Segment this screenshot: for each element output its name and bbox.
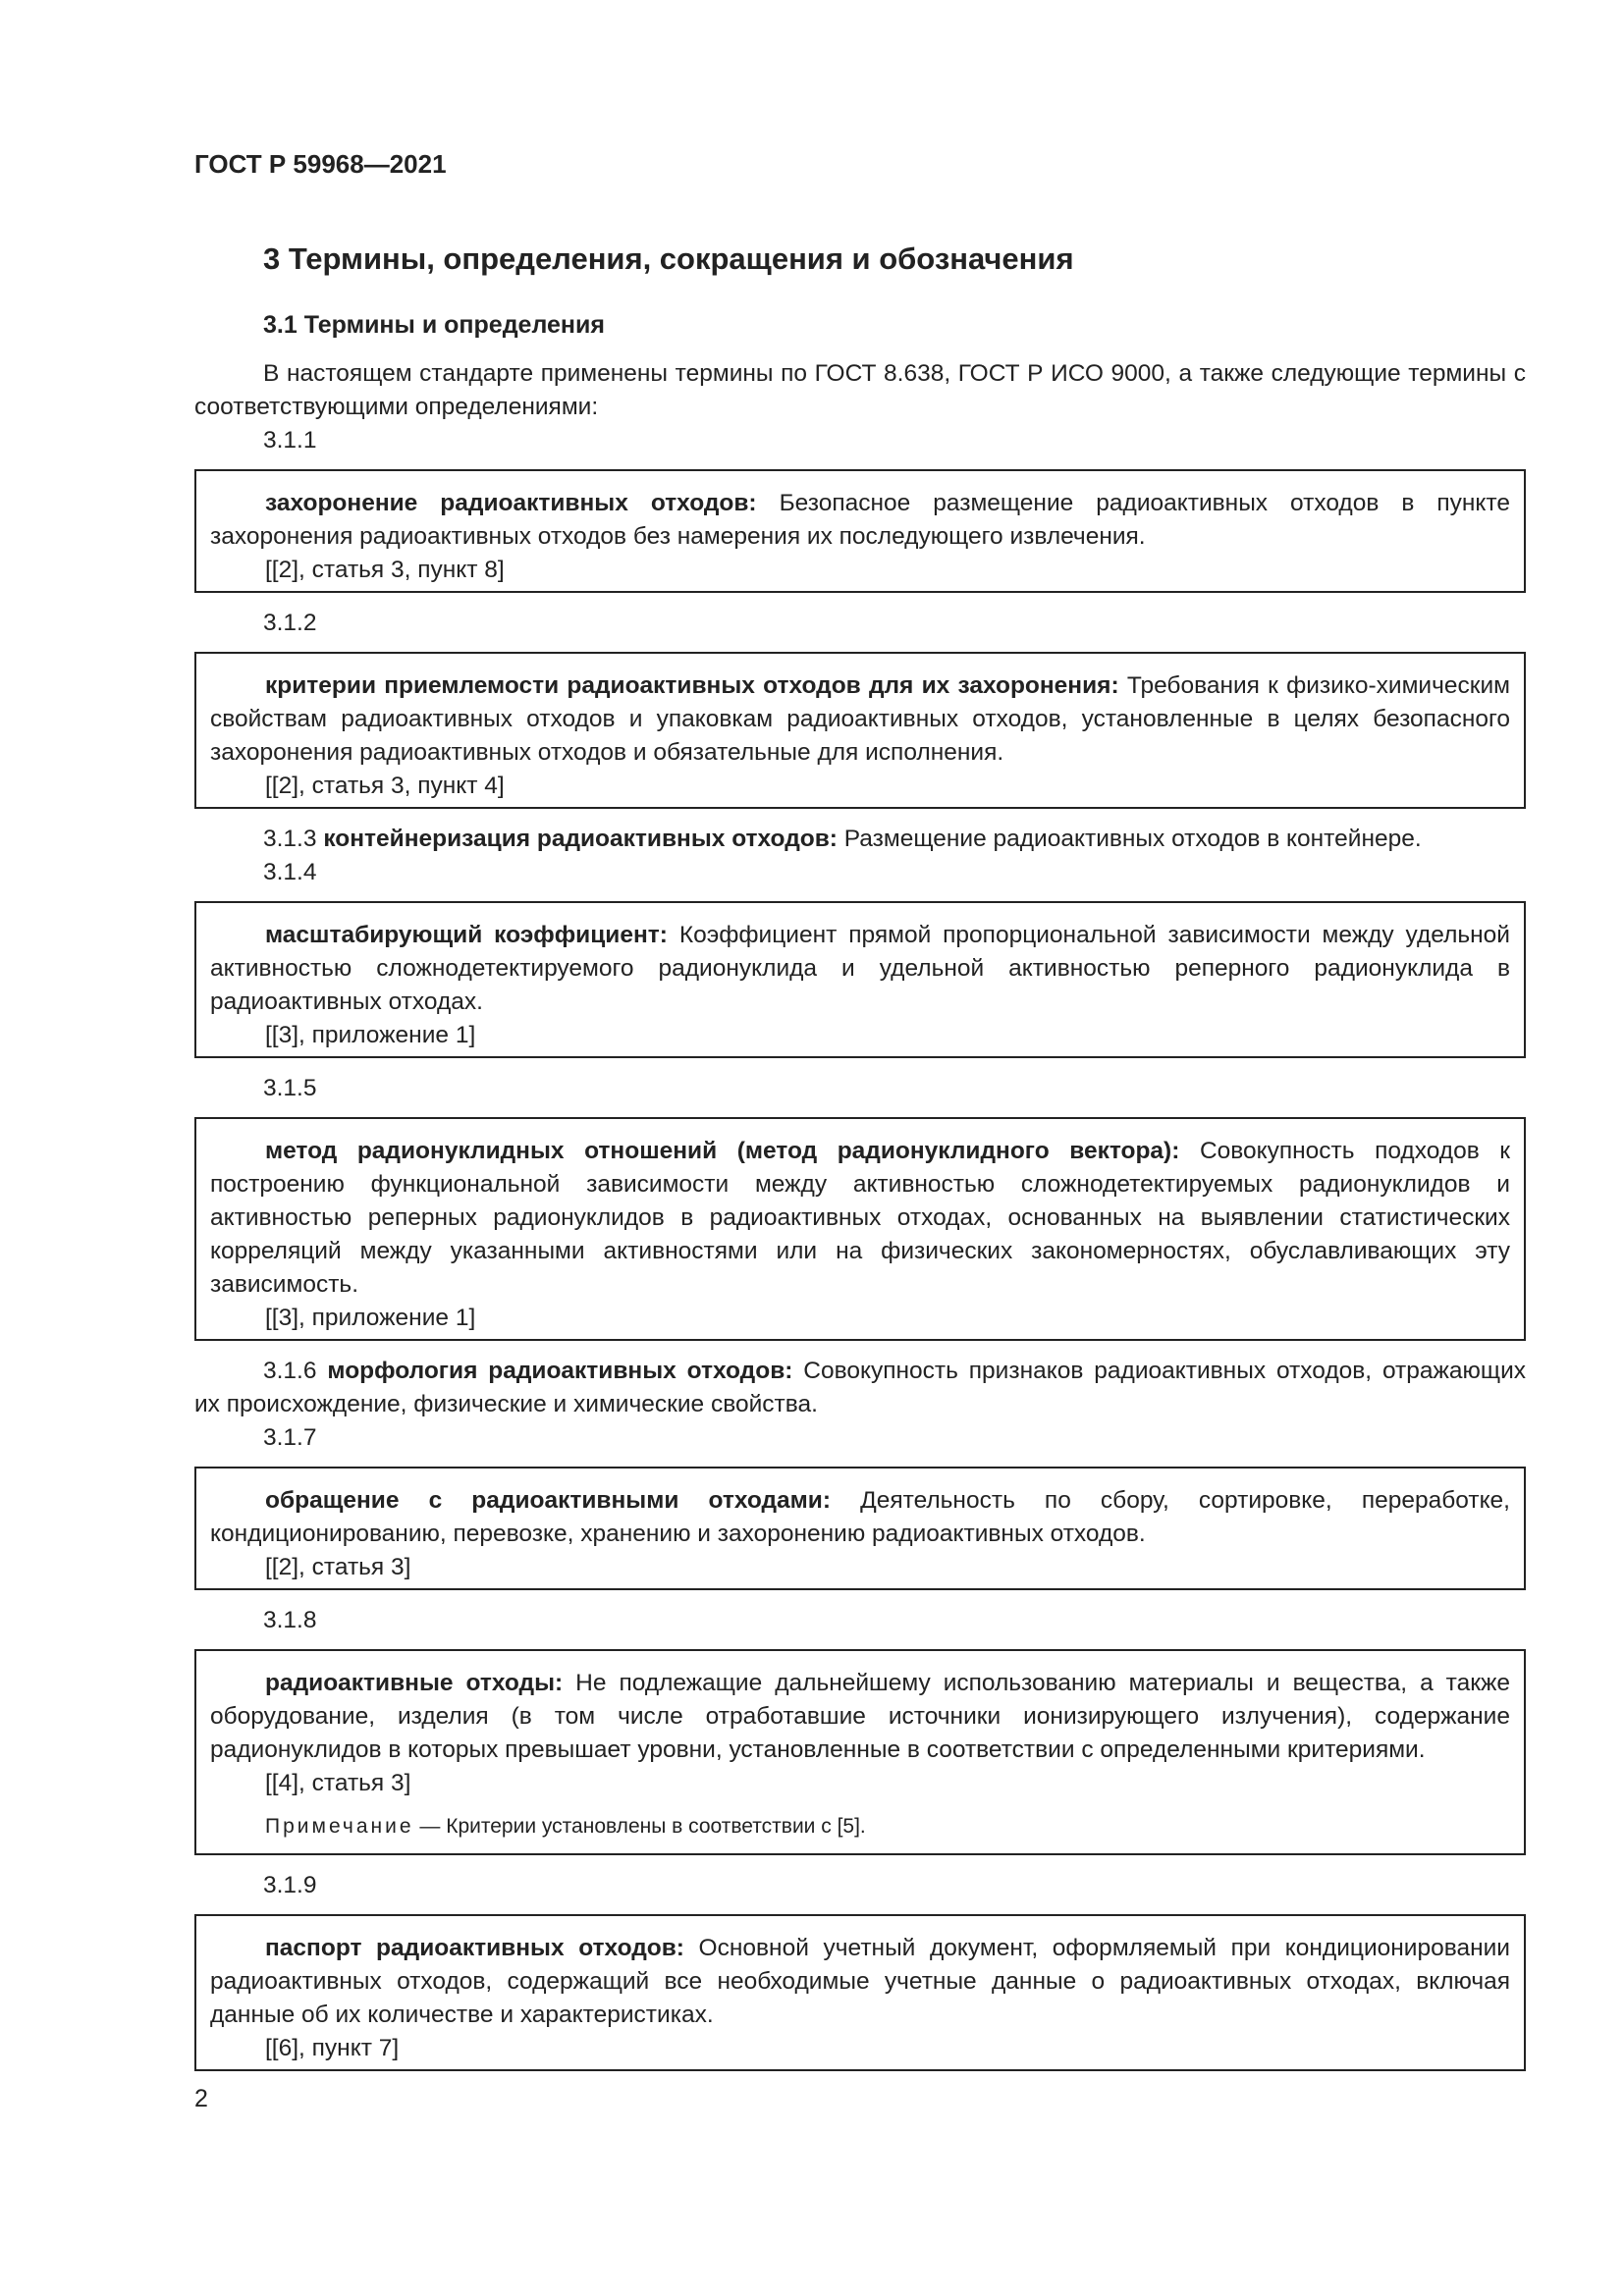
note: [210, 1810, 1510, 1843]
term-definition: [210, 1932, 1510, 2032]
section-heading: 3 Термины, определения, сокращения и обозначения: [263, 241, 1074, 276]
source-reference: [[6], пункт 7]: [265, 2035, 400, 2061]
term-name: метод радионуклидных отношений (метод радионуклидного вектора):: [265, 1138, 1180, 1164]
definition-text: Требования к физико-химическим свойствам радиоактивных отходов и упаковкам радиоактивных отходов, установленные в целях безопасного захоронения радиоактивных отходов и обязательные для исполнения.: [210, 672, 1510, 766]
term-name: захоронение радиоактивных отходов:: [265, 490, 757, 516]
term-name: радиоактивные отходы:: [265, 1670, 564, 1696]
entry-number: 3.1.8: [263, 1607, 317, 1633]
inline-term-entry: [194, 823, 1526, 856]
term-box: [194, 1649, 1526, 1855]
term-box: [194, 1914, 1526, 2071]
source-reference: [[2], статья 3, пункт 8]: [265, 557, 505, 583]
term-name: контейнеризация радиоактивных отходов:: [323, 826, 838, 852]
definition-text: Размещение радиоактивных отходов в контейнере.: [837, 826, 1422, 852]
source-reference: [[4], статья 3]: [265, 1770, 411, 1796]
note-label: Примечание: [265, 1815, 414, 1838]
term-definition: [210, 1667, 1510, 1767]
entry-number: 3.1.1: [263, 427, 317, 454]
source-reference: [[3], приложение 1]: [265, 1022, 476, 1048]
entry-number: 3.1.6: [263, 1358, 317, 1384]
note-text: — Критерии установлены в соответствии с [5].: [413, 1815, 866, 1838]
subsection-heading: 3.1 Термины и определения: [263, 311, 605, 339]
term-definition: [210, 487, 1510, 554]
term-name: обращение с радиоактивными отходами:: [265, 1487, 832, 1514]
term-box: [194, 1467, 1526, 1590]
source-reference: [[3], приложение 1]: [265, 1305, 476, 1331]
term-definition: [210, 919, 1510, 1019]
entry-number: 3.1.2: [263, 610, 317, 636]
entry-number: 3.1.9: [263, 1872, 317, 1898]
term-definition: [210, 1484, 1510, 1551]
definition-text: Коэффициент прямой пропорциональной зависимости между удельной активностью сложнодетектируемого радионуклида и удельной активностью реперного радионуклида в радиоактивных отходах.: [210, 922, 1510, 1015]
definition-text: Безопасное размещение радиоактивных отходов в пункте захоронения радиоактивных отходов без намерения их последующего извлечения.: [210, 490, 1510, 550]
term-definition: [210, 1135, 1510, 1302]
definition-text: Деятельность по сбору, сортировке, переработке, кондиционированию, перевозке, хранению и захоронению радиоактивных отходов.: [210, 1487, 1510, 1547]
term-name: морфология радиоактивных отходов:: [327, 1358, 793, 1384]
entry-number: 3.1.5: [263, 1075, 317, 1101]
entry-number: 3.1.3: [263, 826, 317, 852]
entry-number: 3.1.7: [263, 1424, 317, 1451]
definition-text: Совокупность признаков радиоактивных отходов, отражающих их происхождение, физические и химические свойства.: [194, 1358, 1527, 1417]
entry-number: 3.1.4: [263, 859, 317, 885]
term-name: паспорт радиоактивных отходов:: [265, 1935, 684, 1961]
source-reference: [[2], статья 3]: [265, 1554, 411, 1580]
definition-text: Основной учетный документ, оформляемый при кондиционировании радиоактивных отходов, содержащий все необходимые учетные данные о радиоактивных отходах, включая данные об их количестве и характеристиках.: [210, 1935, 1510, 2028]
intro-paragraph: В настоящем стандарте применены термины по ГОСТ 8.638, ГОСТ Р ИСО 9000, а также следующие термины с соответствующими определениями:: [194, 360, 1526, 420]
term-name: критерии приемлемости радиоактивных отходов для их захоронения:: [265, 672, 1119, 699]
definition-text: Совокупность подходов к построению функциональной зависимости между активностью сложнодетектируемых радионуклидов и активностью реперных радионуклидов в радиоактивных отходах, основанных на выявлении статистических корреляций между указанными активностями или на физических закономерностях, обуславливающих эту зависимость.: [210, 1138, 1510, 1298]
term-box: [194, 652, 1526, 809]
term-name: масштабирующий коэффициент:: [265, 922, 668, 948]
term-box: [194, 901, 1526, 1058]
term-box: [194, 1117, 1526, 1341]
term-definition: [210, 669, 1510, 770]
document-id-header: ГОСТ Р 59968—2021: [194, 149, 447, 179]
source-reference: [[2], статья 3, пункт 4]: [265, 773, 505, 799]
document-page: [194, 147, 1526, 2085]
page-number: 2: [194, 2085, 208, 2112]
term-box: [194, 469, 1526, 593]
definition-text: Не подлежащие дальнейшему использованию материалы и вещества, а также оборудование, изделия (в том числе отработавшие источники ионизирующего излучения), содержание радионуклидов в которых превышает уровни, установленные в соответствии с определенными критериями.: [210, 1670, 1510, 1763]
inline-term-entry: [194, 1355, 1526, 1421]
